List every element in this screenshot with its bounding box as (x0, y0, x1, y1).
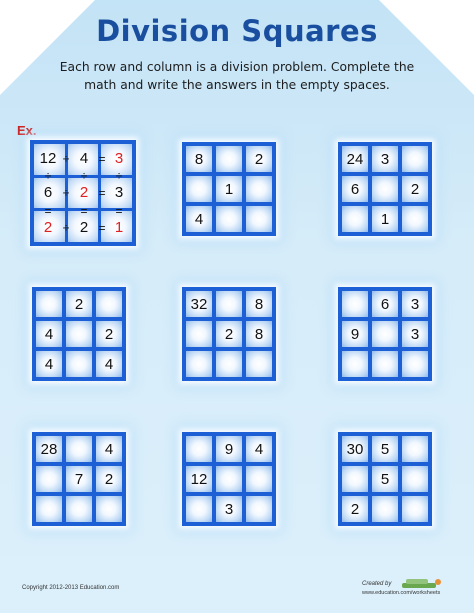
puzzle-cell[interactable]: 2 (96, 321, 122, 347)
puzzle-cell[interactable] (246, 466, 272, 492)
puzzle-cell[interactable] (402, 146, 428, 172)
puzzle-cell[interactable]: 32 (186, 291, 212, 317)
example-r2-a: 6 (43, 184, 53, 201)
puzzle-cell[interactable]: 9 (342, 321, 368, 347)
equals-sign: = (98, 221, 106, 235)
puzzle-cell[interactable] (402, 436, 428, 462)
puzzle-cell[interactable]: 4 (246, 436, 272, 462)
puzzle-cell[interactable] (246, 496, 272, 522)
puzzle-cell[interactable] (66, 436, 92, 462)
example-r3-c: 1 (114, 219, 124, 236)
puzzle-cell[interactable]: 9 (216, 436, 242, 462)
example-r1-c: 3 (114, 150, 124, 167)
puzzle-cell[interactable] (36, 291, 62, 317)
puzzle-cell[interactable]: 30 (342, 436, 368, 462)
puzzle-cell[interactable]: 12 (186, 466, 212, 492)
equals-sign: = (98, 152, 106, 166)
example-r3-b: 2 (79, 219, 89, 236)
puzzle-cell[interactable] (216, 146, 242, 172)
puzzle-cell[interactable]: 3 (372, 146, 398, 172)
divide-sign: ÷ (62, 152, 70, 166)
page-title: Division Squares (96, 14, 378, 48)
puzzle-cell[interactable] (402, 351, 428, 377)
puzzle-cell[interactable]: 4 (96, 351, 122, 377)
instructions-line-1: Each row and column is a division problem. Complete the (59, 60, 415, 74)
puzzle-cell[interactable]: 2 (216, 321, 242, 347)
equals-sign: = (115, 204, 123, 218)
puzzle-1 (182, 142, 276, 236)
puzzle-cell[interactable] (216, 291, 242, 317)
puzzle-cell[interactable] (66, 496, 92, 522)
puzzle-cell[interactable] (216, 466, 242, 492)
puzzle-cell[interactable] (96, 496, 122, 522)
puzzle-cell[interactable] (342, 291, 368, 317)
puzzle-6 (32, 432, 126, 526)
puzzle-cell[interactable] (402, 496, 428, 522)
puzzle-cell[interactable]: 28 (36, 436, 62, 462)
divide-sign: ÷ (115, 169, 123, 183)
puzzle-cell[interactable] (36, 466, 62, 492)
puzzle-cell[interactable]: 2 (66, 291, 92, 317)
puzzle-cell[interactable]: 2 (96, 466, 122, 492)
puzzle-8 (338, 432, 432, 526)
puzzle-cell[interactable] (246, 351, 272, 377)
puzzle-cell[interactable]: 1 (372, 206, 398, 232)
instructions-line-2: math and write the answers in the empty spaces. (84, 78, 390, 92)
example-r1-b: 4 (79, 150, 89, 167)
puzzle-cell[interactable] (186, 436, 212, 462)
equals-sign: = (80, 204, 88, 218)
puzzle-cell[interactable] (372, 351, 398, 377)
puzzle-cell[interactable] (342, 206, 368, 232)
puzzle-cell[interactable] (186, 176, 212, 202)
education-logo-icon (400, 576, 444, 590)
puzzle-cell[interactable]: 7 (66, 466, 92, 492)
puzzle-3 (32, 287, 126, 381)
puzzle-cell[interactable]: 24 (342, 146, 368, 172)
puzzle-cell[interactable]: 6 (342, 176, 368, 202)
worksheets-url[interactable]: www.education.com/worksheets (362, 590, 441, 596)
puzzle-5 (338, 287, 432, 381)
example-r2-c: 3 (114, 184, 124, 201)
puzzle-cell[interactable]: 3 (402, 291, 428, 317)
equals-sign: = (98, 186, 106, 200)
puzzle-cell[interactable] (216, 206, 242, 232)
puzzle-cell[interactable] (372, 321, 398, 347)
instructions (40, 58, 434, 94)
puzzle-cell[interactable] (96, 291, 122, 317)
puzzle-cell[interactable]: 8 (246, 291, 272, 317)
puzzle-cell[interactable] (186, 496, 212, 522)
example-r2-b: 2 (79, 184, 89, 201)
divide-sign: ÷ (62, 186, 70, 200)
example-r1-a: 12 (39, 150, 57, 167)
puzzle-cell[interactable]: 5 (372, 436, 398, 462)
puzzle-cell[interactable] (186, 351, 212, 377)
puzzle-2 (338, 142, 432, 236)
puzzle-cell[interactable] (372, 176, 398, 202)
puzzle-cell[interactable] (402, 206, 428, 232)
puzzle-cell[interactable]: 4 (36, 351, 62, 377)
puzzle-7 (182, 432, 276, 526)
puzzle-cell[interactable] (342, 351, 368, 377)
puzzle-cell[interactable]: 3 (216, 496, 242, 522)
puzzle-cell[interactable]: 2 (246, 146, 272, 172)
puzzle-cell[interactable]: 1 (216, 176, 242, 202)
puzzle-cell[interactable] (372, 496, 398, 522)
puzzle-cell[interactable]: 6 (372, 291, 398, 317)
puzzle-cell[interactable]: 8 (246, 321, 272, 347)
divide-sign: ÷ (80, 169, 88, 183)
example-label: Ex. (17, 123, 37, 138)
puzzle-cell[interactable]: 4 (96, 436, 122, 462)
puzzle-cell[interactable] (402, 466, 428, 492)
puzzle-cell[interactable] (66, 321, 92, 347)
puzzle-cell[interactable] (216, 351, 242, 377)
puzzle-cell[interactable]: 4 (36, 321, 62, 347)
puzzle-cell[interactable] (36, 496, 62, 522)
puzzle-cell[interactable] (186, 321, 212, 347)
copyright-text: Copyright 2012-2013 Education.com (22, 585, 120, 591)
puzzle-4 (182, 287, 276, 381)
puzzle-cell[interactable]: 8 (186, 146, 212, 172)
created-by-text: Created by (362, 581, 392, 587)
puzzle-cell[interactable] (66, 351, 92, 377)
example-r3-a: 2 (43, 219, 53, 236)
puzzle-cell[interactable]: 2 (342, 496, 368, 522)
divide-sign: ÷ (44, 169, 52, 183)
puzzle-cell[interactable] (342, 466, 368, 492)
puzzle-cell[interactable] (246, 176, 272, 202)
divide-sign: ÷ (62, 221, 70, 235)
equals-sign: = (44, 204, 52, 218)
puzzle-cell[interactable]: 5 (372, 466, 398, 492)
puzzle-cell[interactable]: 3 (402, 321, 428, 347)
puzzle-cell[interactable] (246, 206, 272, 232)
puzzle-cell[interactable]: 4 (186, 206, 212, 232)
puzzle-cell[interactable]: 2 (402, 176, 428, 202)
